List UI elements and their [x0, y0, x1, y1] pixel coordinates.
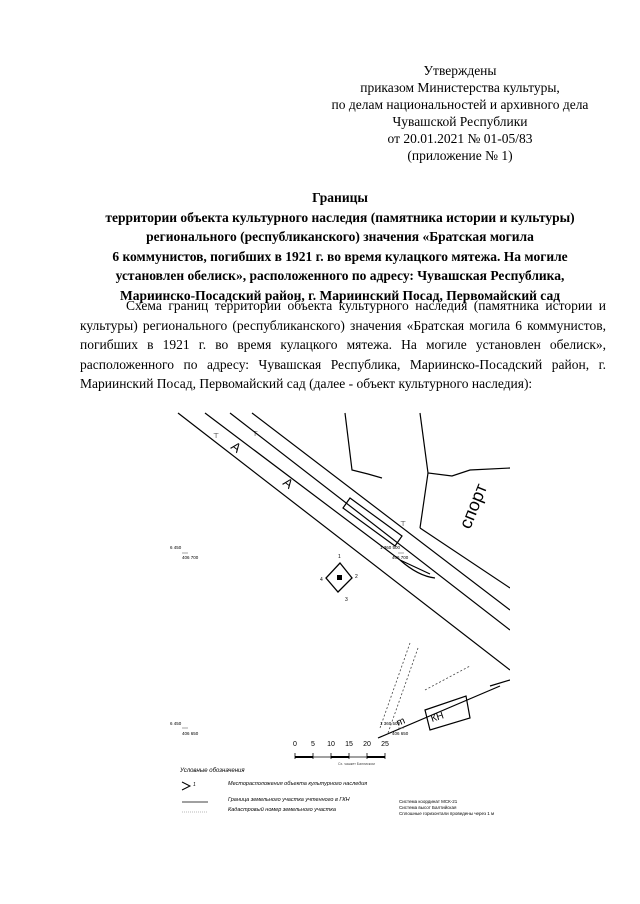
approval-line: от 20.01.2021 № 01-05/83	[387, 131, 533, 146]
contour-note: Сплошные горизонтали проведены через 1 м	[399, 811, 495, 816]
document-title	[40, 188, 640, 305]
title-line: регионального (республиканского) значения «Братская могила	[146, 229, 534, 244]
title-line: Мариинско-Посадский район, г. Мариинский Посад, Первомайский сад	[119, 287, 561, 303]
title-line: Границы	[312, 190, 368, 205]
coord-label: 1 360 500	[380, 721, 401, 726]
coord-label: 6 450	[170, 545, 182, 550]
map-legend	[180, 768, 520, 828]
scale-tick-label: 15	[345, 741, 353, 748]
street-boundary	[420, 528, 510, 588]
coord-label: 406 700	[392, 555, 409, 560]
coordinate-system-note: Система координат МСК-21	[399, 799, 458, 804]
scale-tick-label: 5	[311, 741, 315, 748]
road-edge	[205, 413, 400, 560]
symbol: ⊤	[400, 521, 407, 528]
street-boundary	[420, 413, 510, 476]
road-edge	[400, 560, 430, 574]
approval-line: Утверждены	[423, 63, 497, 78]
height-system-note: Система высот Балтийская	[399, 805, 457, 810]
approval-line: (приложение № 1)	[407, 148, 513, 163]
approval-line: Чувашской Республики	[392, 114, 528, 129]
svg-text:1: 1	[193, 782, 196, 788]
point-number: 3	[345, 597, 348, 603]
legend-label: Граница земельного участка учтенного в ГКН	[228, 797, 350, 803]
scale-caption: Сх. чашкет Баллиском	[338, 762, 375, 766]
building-label: КН	[429, 710, 446, 725]
title-line: установлен обелиск», расположенного по адресу: Чувашская Республика,	[115, 268, 565, 283]
body-paragraph	[80, 296, 606, 394]
symbol: ⊤	[252, 431, 259, 438]
point-number: 2	[355, 574, 358, 580]
coord-label: 1 360 500	[380, 545, 401, 550]
paragraph-text: Схема границ территории объекта культурного наследия (памятника истории и культуры) регионального (республиканского) значения «Братская могила 6 коммунистов, погибших в 1921 г. во время кулацкого мятежа. На могиле установлен обелиск», расположенного по адресу: Чувашская Республика, Мариинско-Посадский район, г. Мариинский Посад, Первомайский сад (далее - объект культурного наследия):	[80, 298, 606, 391]
road-label: А	[280, 474, 297, 492]
street-boundary	[420, 473, 428, 528]
scale-tick-label: 10	[327, 741, 335, 748]
title-line: территории объекта культурного наследия (памятника истории и культуры)	[105, 209, 575, 225]
scale-tick-label: 25	[381, 741, 389, 748]
approval-stamp	[300, 62, 620, 164]
parcel-boundary	[490, 680, 510, 686]
scale-bar	[290, 741, 400, 767]
scale-graphic	[290, 741, 400, 761]
scale-tick-label: 20	[363, 741, 371, 748]
coord-label: 406 650	[392, 731, 409, 736]
street-label: спорт	[455, 480, 492, 532]
approval-line: приказом Министерства культуры,	[360, 80, 560, 95]
street-boundary	[345, 413, 382, 478]
road-edge	[178, 413, 510, 670]
road-label: А	[228, 438, 245, 456]
legend-title: Условные обозначения	[180, 768, 245, 774]
point-number: 4	[320, 577, 323, 583]
dashed-path	[380, 643, 410, 728]
coord-label: 6 450	[170, 721, 182, 726]
parcel-label: m	[395, 715, 407, 729]
symbol: ⊤	[213, 433, 220, 440]
legend-label: Кадастровый номер земельного участка	[228, 807, 336, 813]
coord-label: 406 700	[182, 555, 199, 560]
legend-label: Месторасположения объекта культурного наследия	[228, 781, 368, 787]
title-line: 6 коммунистов, погибших в 1921 г. во время кулацкого мятежа. На могиле	[112, 248, 568, 264]
scale-tick-label: 0	[293, 741, 297, 748]
point-number: 1	[338, 554, 341, 560]
approval-line: по делам национальностей и архивного дела	[331, 97, 589, 112]
coord-label: 406 650	[182, 731, 199, 736]
boundary-map	[170, 408, 510, 742]
object-location-icon	[180, 778, 210, 792]
cadastral-number-icon	[180, 809, 210, 815]
dashed-line	[425, 666, 470, 690]
object-marker	[337, 575, 342, 580]
parcel-border-icon	[180, 799, 210, 805]
